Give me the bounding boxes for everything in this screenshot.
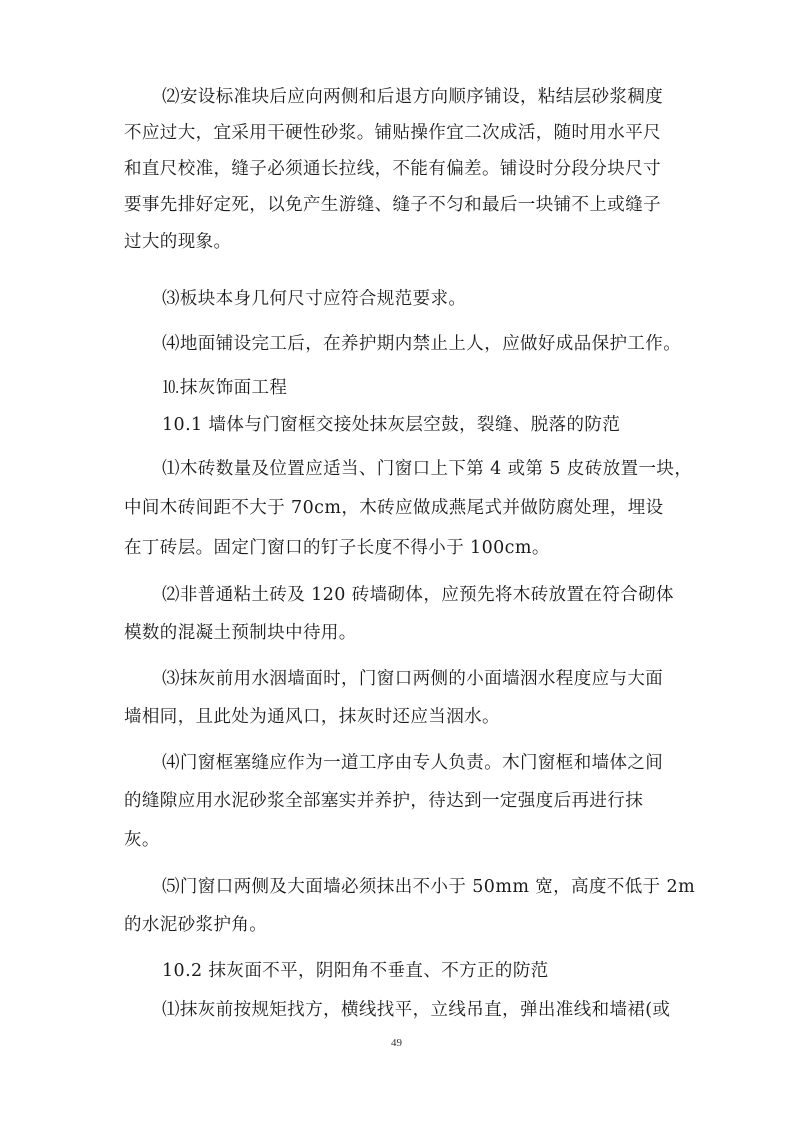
text-line-16: 墙相同，且此处为通风口，抹灰时还应当洇水。 bbox=[124, 707, 500, 727]
text-line-10: ⑴木砖数量及位置应适当、门窗口上下第 4 或第 5 皮砖放置一块， bbox=[162, 459, 693, 479]
text-line-20: ⑸门窗口两侧及大面墙必须抹出不小于 50mm 宽，高度不低于 2m bbox=[162, 877, 696, 897]
text-line-3: 和直尺校准，缝子必须通长拉线，不能有偏差。铺设时分段分块尺寸 bbox=[124, 159, 661, 179]
text-line-5: 过大的现象。 bbox=[124, 232, 232, 252]
subsection-heading-10-1: 10.1 墙体与门窗框交接处抹灰层空鼓，裂缝、脱落的防范 bbox=[162, 415, 621, 435]
subsection-heading-10-2: 10.2 抹灰面不平，阴阳角不垂直、不方正的防范 bbox=[162, 961, 549, 981]
text-line-13: ⑵非普通粘土砖及 120 砖墙砌体，应预先将木砖放置在符合砌体 bbox=[162, 585, 674, 605]
text-line-12: 在丁砖层。固定门窗口的钉子长度不得小于 100cm。 bbox=[124, 538, 550, 558]
text-line-19: 灰。 bbox=[124, 830, 160, 850]
page-number: 49 bbox=[391, 1037, 402, 1049]
text-line-1: ⑵安设标准块后应向两侧和后退方向顺序铺设，粘结层砂浆稠度 bbox=[162, 87, 664, 107]
text-line-14: 模数的混凝土预制块中待用。 bbox=[124, 623, 357, 643]
text-line-7: ⑷地面铺设完工后，在养护期内禁止上人，应做好成品保护工作。 bbox=[162, 334, 682, 354]
section-heading-10: ⒑抹灰饰面工程 bbox=[162, 378, 288, 398]
text-line-23: ⑴抹灰前按规矩找方，横线找平，立线吊直，弹出准线和墙裙(或 bbox=[162, 1000, 671, 1020]
text-line-15: ⑶抹灰前用水洇墙面时，门窗口两侧的小面墙洇水程度应与大面 bbox=[162, 669, 664, 689]
text-line-21: 的水泥砂浆护角。 bbox=[124, 915, 268, 935]
text-line-11: 中间木砖间距不大于 70cm，木砖应做成燕尾式并做防腐处理，埋设 bbox=[124, 498, 664, 518]
text-line-6: ⑶板块本身几何尺寸应符合规范要求。 bbox=[162, 289, 467, 309]
text-line-2: 不应过大，宜采用干硬性砂浆。铺贴操作宜二次成活，随时用水平尺 bbox=[124, 123, 661, 143]
text-line-18: 的缝隙应用水泥砂浆全部塞实并养护，待达到一定强度后再进行抹 bbox=[124, 791, 644, 811]
text-line-4: 要事先排好定死，以免产生游缝、缝子不匀和最后一块铺不上或缝子 bbox=[124, 195, 661, 215]
text-line-17: ⑷门窗框塞缝应作为一道工序由专人负责。木门窗框和墙体之间 bbox=[162, 753, 664, 773]
